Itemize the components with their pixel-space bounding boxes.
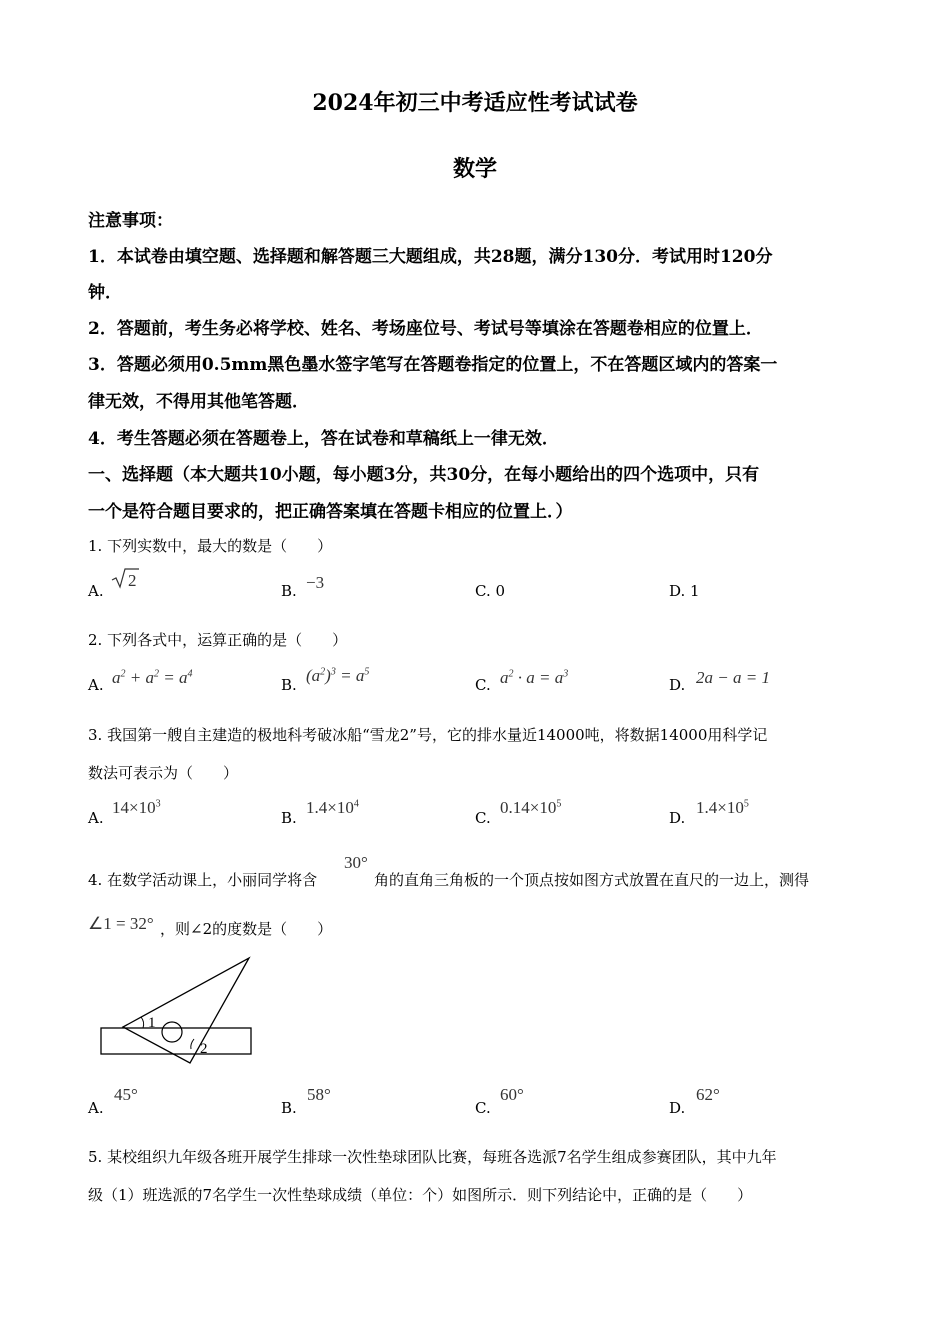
q2-option-b-label: B. [281, 676, 297, 694]
q1-option-b-label: B. [281, 582, 297, 600]
q4-option-b-value: 58° [307, 1085, 331, 1104]
q3-option-d-expr: $1.4\times 10^5$ [696, 798, 749, 817]
q2-option-d-label: D. [669, 676, 686, 694]
section-1-line-2: 一个是符合题目要求的，把正确答案填在答题卡相应的位置上．） [88, 502, 573, 522]
q3-option-b-expr: $1.4\times 10^4$ [306, 798, 359, 817]
q2-option-a-expr: $a^2 + a^2 = a^4$ [112, 668, 193, 687]
q4-option-b-label: B. [281, 1099, 297, 1117]
note-1-line-1: 1．本试卷由填空题、选择题和解答题三大题组成，共28题，满分130分．考试用时120分 [88, 247, 773, 267]
q4-line-1-pre: 4. 在数学活动课上，小丽同学将含 [88, 871, 318, 889]
q1-option-d: D. 1 [669, 582, 700, 600]
q2-option-c-label: C. [475, 676, 491, 694]
q5-line-1: 5. 某校组织九年级各班开展学生排球一次性垫球团队比赛，每班各选派7名学生组成参赛团队，其中九年 [88, 1148, 777, 1166]
notes-heading: 注意事项： [88, 211, 173, 231]
svg-text:2: 2 [128, 571, 137, 590]
triangle-ruler [123, 958, 249, 1063]
q3-option-c-label: C. [475, 809, 491, 827]
angle-2-arc [191, 1039, 194, 1049]
q4-figure [90, 950, 265, 1065]
q5-line-2: 级（1）班选派的7名学生一次性垫球成绩（单位：个）如图所示．则下列结论中，正确的是（ ） [88, 1186, 753, 1204]
q3-option-a-label: A. [88, 809, 104, 827]
note-1-line-2: 钟． [88, 283, 122, 303]
triangle-hole [162, 1022, 182, 1042]
q4-option-a-label: A. [88, 1099, 104, 1117]
q1-option-a-label: A. [88, 582, 104, 600]
q4-option-d-label: D. [669, 1099, 686, 1117]
angle-2-label: 2 [200, 1041, 208, 1057]
q2-option-d-expr: 2a − a = 1 [696, 668, 770, 687]
note-3-line-2: 律无效，不得用其他笔答题． [88, 392, 309, 412]
q2-text: 2. 下列各式中，运算正确的是（ ） [88, 631, 348, 649]
angle-1-arc [141, 1017, 144, 1028]
q3-option-a-expr: $14\times 10^3$ [112, 798, 161, 817]
q2-option-b-expr: $(a^2)^3 = a^5$ [306, 666, 370, 685]
angle-1-label: 1 [148, 1015, 156, 1031]
q3-line-2: 数法可表示为（ ） [88, 764, 239, 782]
q1-option-c: C. 0 [475, 582, 506, 600]
q4-option-d-value: 62° [696, 1085, 720, 1104]
q1-option-b-value: −3 [306, 573, 325, 592]
q4-angle-1-given: ∠1 = 32° [88, 914, 154, 933]
q4-angle-30: 30° [344, 853, 368, 872]
q3-line-1: 3. 我国第一艘自主建造的极地科考破冰船“雪龙2”号，它的排水量近14000吨，将数据14000用科学记 [88, 726, 768, 744]
q1-option-a-sqrt2 [110, 566, 140, 590]
exam-title: 2024年初三中考适应性考试试卷 [312, 90, 638, 116]
q3-option-b-label: B. [281, 809, 297, 827]
q4-line-2-post: ，则∠2的度数是（ ） [160, 920, 333, 938]
q3-option-d-label: D. [669, 809, 686, 827]
note-4: 4．考生答题必须在答题卷上，答在试卷和草稿纸上一律无效． [88, 429, 559, 449]
note-3-line-1: 3．答题必须用0.5mm黑色墨水签字笔写在答题卷指定的位置上，不在答题区域内的答案一 [88, 355, 778, 375]
q4-option-a-value: 45° [114, 1085, 138, 1104]
q2-option-c-expr: $a^2 \cdot a = a^3$ [500, 668, 569, 687]
q4-line-1-post: 角的直角三角板的一个顶点按如图方式放置在直尺的一边上，测得 [374, 871, 810, 889]
subject-title: 数学 [452, 156, 497, 182]
section-1-line-1: 一、选择题（本大题共10小题，每小题3分，共30分，在每小题给出的四个选项中，只有 [88, 465, 760, 485]
q2-option-a-label: A. [88, 676, 104, 694]
q4-option-c-label: C. [475, 1099, 491, 1117]
q4-option-c-value: 60° [500, 1085, 524, 1104]
q1-text: 1. 下列实数中，最大的数是（ ） [88, 537, 333, 555]
q3-option-c-expr: $0.14\times 10^5$ [500, 798, 562, 817]
note-2: 2．答题前，考生务必将学校、姓名、考场座位号、考试号等填涂在答题卷相应的位置上． [88, 319, 763, 339]
